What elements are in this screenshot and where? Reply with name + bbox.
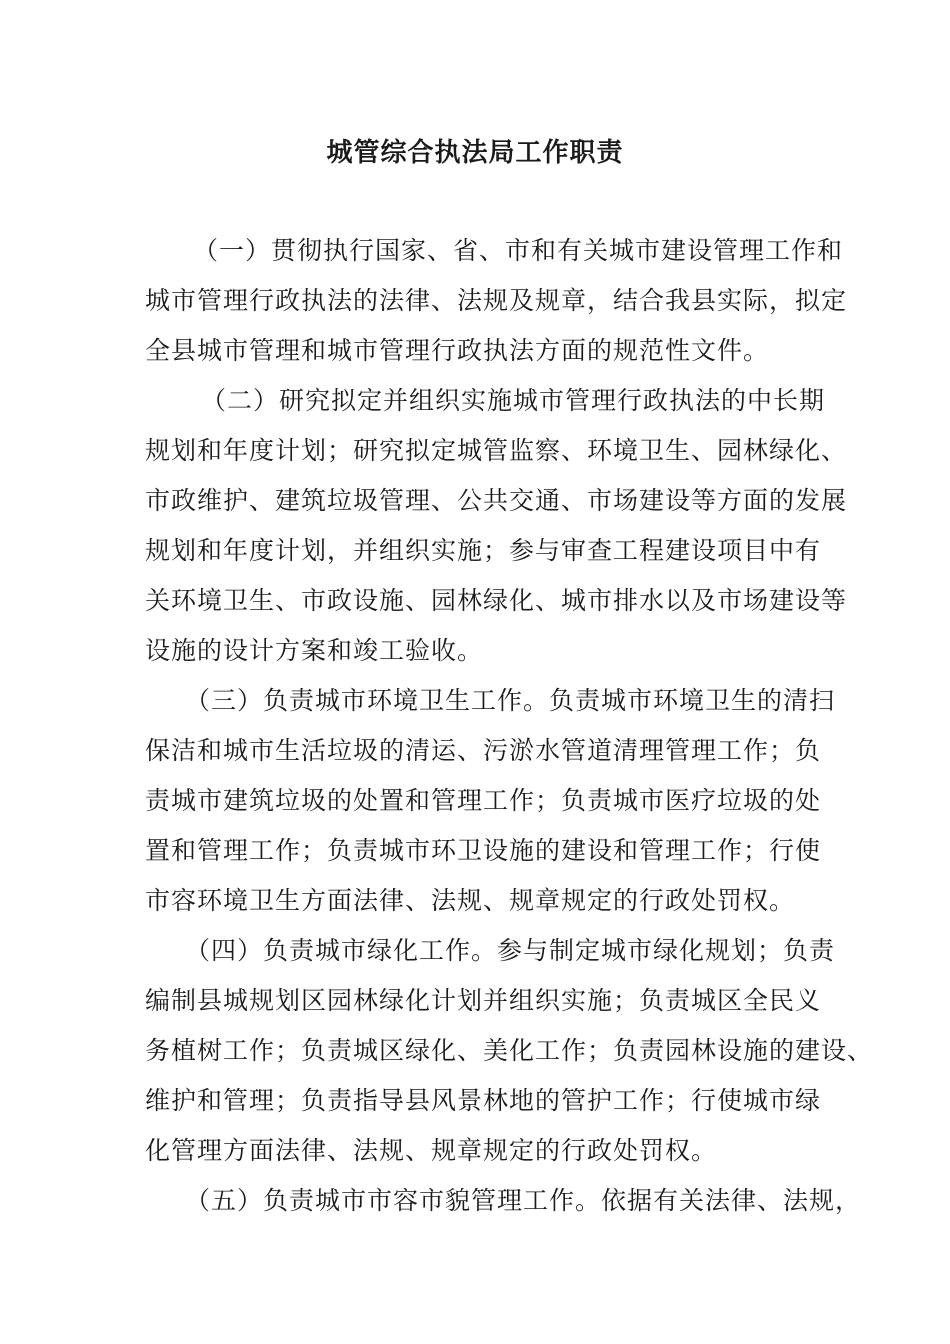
paragraph-line: 维护和管理；负责指导县风景林地的管护工作；行使城市绿: [145, 1086, 822, 1115]
paragraph-line: 关环境卫生、市政设施、园林绿化、城市排水以及市场建设等: [145, 586, 848, 615]
paragraph-3: [145, 676, 836, 926]
paragraph-line: （二）研究拟定并组织实施城市管理行政执法的中长期: [201, 386, 826, 415]
paragraph-line: 城市管理行政执法的法律、法规及规章，结合我县实际，拟定: [145, 286, 848, 315]
paragraph-line: 市容环境卫生方面法律、法规、规章规定的行政处罚权。: [145, 886, 796, 915]
paragraph-line: 化管理方面法律、法规、规章规定的行政处罚权。: [145, 1136, 718, 1165]
paragraph-line: （五）负责城市市容市貌管理工作。依据有关法律、法规，: [185, 1186, 862, 1215]
paragraph-line: （四）负责城市绿化工作。参与制定城市绿化规划；负责: [185, 936, 836, 965]
paragraph-line: 规划和年度计划，并组织实施；参与审查工程建设项目中有: [145, 536, 822, 565]
document-title: 城管综合执法局工作职责: [326, 138, 624, 168]
paragraph-4: [145, 926, 874, 1176]
paragraph-line: 规划和年度计划；研究拟定城管监察、环境卫生、园林绿化、: [145, 436, 848, 465]
document-body: [145, 226, 874, 1226]
paragraph-line: 务植树工作；负责城区绿化、美化工作；负责园林设施的建设、: [145, 1036, 874, 1065]
paragraph-5: [145, 1176, 862, 1226]
paragraph-line: 责城市建筑垃圾的处置和管理工作；负责城市医疗垃圾的处: [145, 786, 822, 815]
paragraph-line: 市政维护、建筑垃圾管理、公共交通、市场建设等方面的发展: [145, 486, 848, 515]
paragraph-line: 置和管理工作；负责城市环卫设施的建设和管理工作；行使: [145, 836, 822, 865]
paragraph-line: 保洁和城市生活垃圾的清运、污淤水管道清理管理工作；负: [145, 736, 822, 765]
paragraph-1: [145, 226, 848, 376]
paragraph-2: [145, 376, 848, 676]
paragraph-line: 设施的设计方案和竣工验收。: [145, 636, 484, 665]
paragraph-line: （三）负责城市环境卫生工作。负责城市环境卫生的清扫: [185, 686, 836, 715]
paragraph-line: 全县城市管理和城市管理行政执法方面的规范性文件。: [145, 336, 770, 365]
paragraph-line: （一）贯彻执行国家、省、市和有关城市建设管理工作和: [193, 236, 844, 265]
paragraph-line: 编制县城规划区园林绿化计划并组织实施；负责城区全民义: [145, 986, 822, 1015]
